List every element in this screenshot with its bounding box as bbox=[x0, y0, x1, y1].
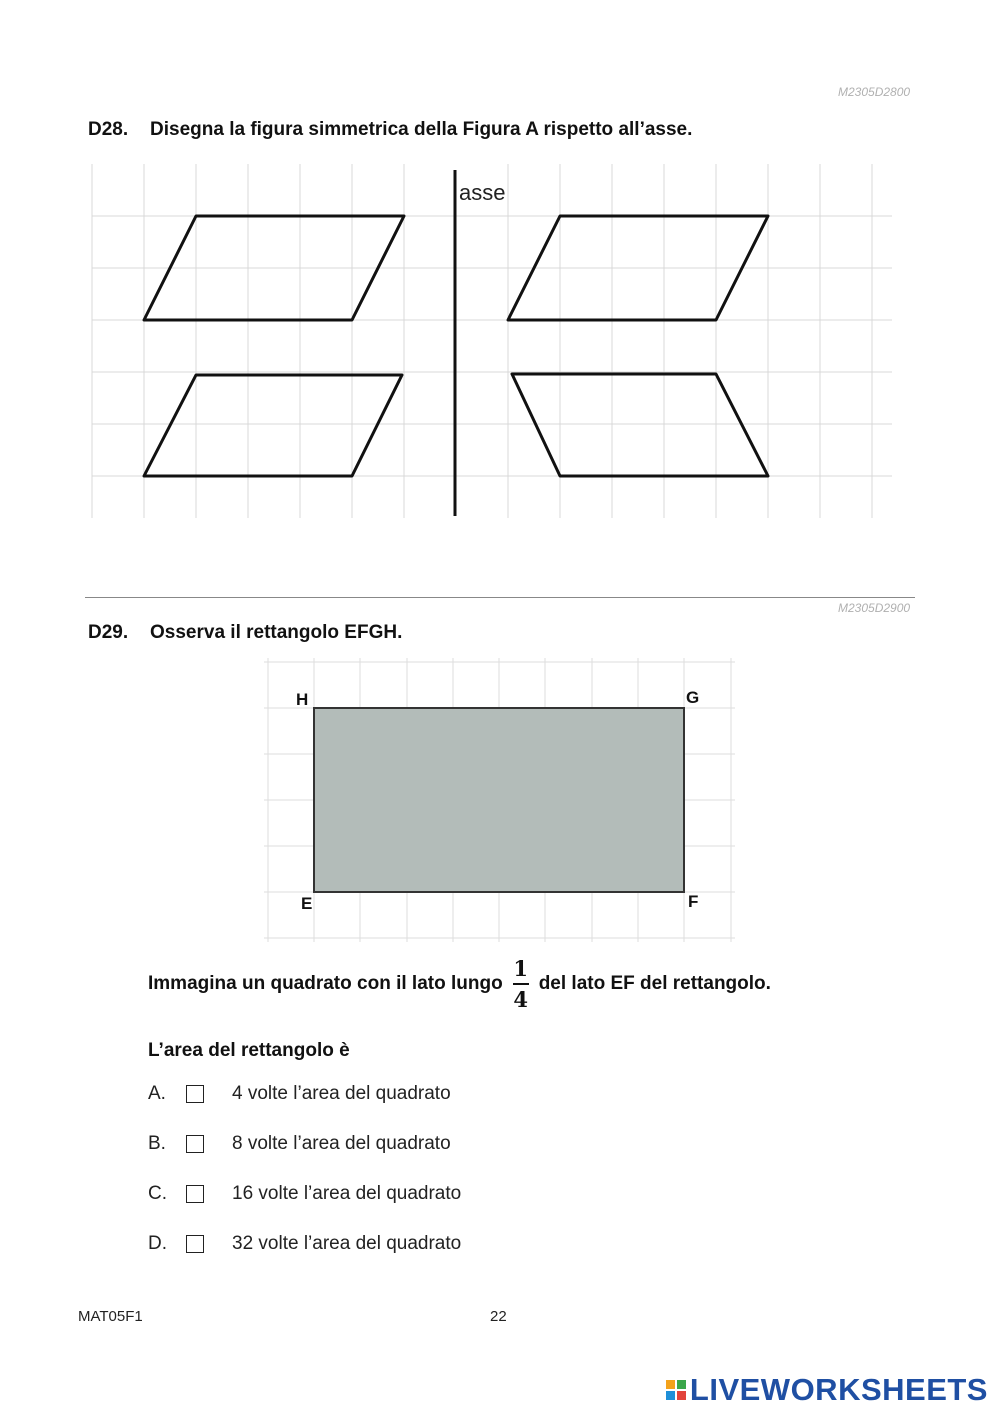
logo-square bbox=[666, 1391, 675, 1400]
option-text: 8 volte l’area del quadrato bbox=[232, 1133, 451, 1154]
question-title bbox=[88, 622, 402, 644]
option-a bbox=[148, 1083, 451, 1105]
square-prompt bbox=[148, 958, 771, 1010]
option-letter: C. bbox=[148, 1183, 167, 1204]
area-question: L’area del rettangolo è bbox=[148, 1040, 350, 1061]
option-c bbox=[148, 1183, 461, 1205]
vertex-label-e: E bbox=[301, 894, 313, 913]
rectangle-efgh bbox=[314, 708, 684, 892]
section-divider bbox=[85, 597, 915, 598]
prompt-text-after: del lato EF del rettangolo. bbox=[538, 973, 771, 994]
prompt-text-before: Immagina un quadrato con il lato lungo bbox=[148, 973, 503, 994]
question-code: M2305D2900 bbox=[838, 601, 911, 615]
liveworksheets-logo[interactable] bbox=[666, 1372, 988, 1408]
logo-square bbox=[666, 1380, 675, 1389]
option-letter: A. bbox=[148, 1083, 166, 1104]
question-text: Osserva il rettangolo EFGH. bbox=[150, 622, 403, 643]
logo-mark-icon bbox=[666, 1380, 686, 1400]
fraction-one-quarter bbox=[513, 958, 529, 1010]
fraction-denominator: 4 bbox=[513, 987, 528, 1012]
axis-label: asse bbox=[459, 180, 506, 205]
option-b bbox=[148, 1133, 451, 1155]
option-text: 32 volte l’area del quadrato bbox=[232, 1233, 462, 1254]
option-letter: B. bbox=[148, 1133, 166, 1154]
vertex-label-g: G bbox=[686, 688, 700, 707]
page-number: 22 bbox=[490, 1308, 507, 1325]
question-number: D28. bbox=[88, 119, 129, 140]
vertex-label-f: F bbox=[688, 892, 699, 911]
option-d bbox=[148, 1233, 461, 1255]
option-letter: D. bbox=[148, 1233, 167, 1254]
option-a-checkbox[interactable] bbox=[186, 1085, 204, 1103]
document-code: MAT05F1 bbox=[78, 1308, 143, 1325]
reflection-bottom[interactable] bbox=[512, 374, 768, 476]
option-c-checkbox[interactable] bbox=[186, 1185, 204, 1203]
logo-square bbox=[677, 1380, 686, 1389]
question-code: M2305D2800 bbox=[838, 85, 911, 99]
option-d-checkbox[interactable] bbox=[186, 1235, 204, 1253]
fraction-numerator: 1 bbox=[513, 956, 528, 981]
option-text: 16 volte l’area del quadrato bbox=[232, 1183, 462, 1204]
fraction-bar bbox=[513, 983, 529, 985]
question-number: D29. bbox=[88, 622, 129, 643]
option-text: 4 volte l’area del quadrato bbox=[232, 1083, 451, 1104]
symmetry-grid-figure[interactable] bbox=[0, 0, 1000, 600]
vertex-label-h: H bbox=[296, 690, 309, 709]
question-text: Disegna la figura simmetrica della Figura A rispetto all’asse. bbox=[150, 119, 693, 140]
brand-name: LIVEWORKSHEETS bbox=[689, 1372, 988, 1407]
figure-a-bottom bbox=[144, 375, 402, 476]
rectangle-efgh-figure bbox=[0, 650, 1000, 950]
logo-square bbox=[677, 1391, 686, 1400]
option-b-checkbox[interactable] bbox=[186, 1135, 204, 1153]
